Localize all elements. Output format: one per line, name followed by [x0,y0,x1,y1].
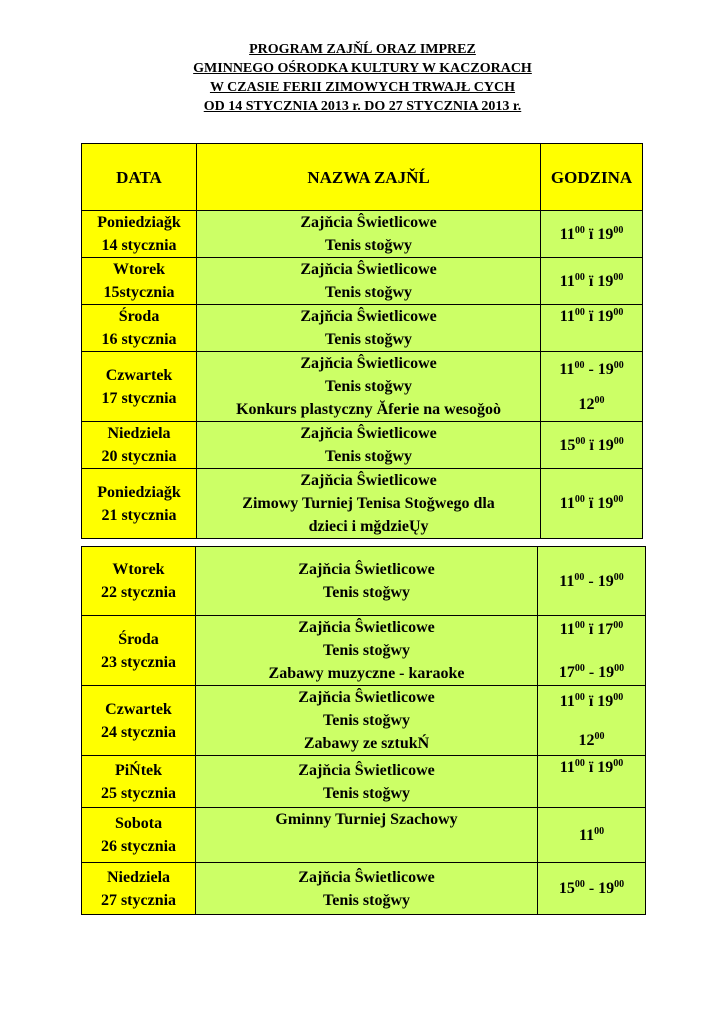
hour-range: $11^{00}$ ї $19^{00}$ [559,494,624,512]
activities-cell [196,863,538,915]
hours-cell [541,469,643,539]
activities-cell [197,469,541,539]
table-row [82,469,643,539]
date-cell [82,756,196,808]
day-date: 24 stycznia [100,723,177,741]
day-name: Czwartek [105,700,172,718]
activity: Zimowy Turniej Tenisa Stoǧwego dla [242,495,495,512]
hour-range: $17^{00} - 19^{00}$ [558,662,625,681]
date-cell [82,616,196,686]
hour-range: $11^{00}$ ї $17^{00}$ [559,619,624,638]
activities-cell [197,258,541,305]
activity: Konkurs plastyczny Ăferie na wesoǧoò [236,401,501,418]
date-cell [82,547,196,616]
table-row [82,352,643,422]
table-row [82,756,646,808]
hours-cell [541,258,643,305]
day-date: 25 stycznia [100,784,177,802]
table-row [82,547,646,616]
day-date: 23 stycznia [100,653,177,671]
activity: Zajňcia Ŝwietlicowe [298,561,435,578]
activity: Zajňcia Ŝwietlicowe [300,472,437,489]
hours-cell [541,305,643,352]
activities-cell [196,808,538,863]
day-date: 21 stycznia [101,506,177,524]
hour-range: $15^{00} - 19^{00}$ [558,879,625,897]
activities-cell [197,352,541,422]
date-cell [82,808,196,863]
hours-cell [538,808,646,863]
activity: Tenis stoǧwy [325,237,413,254]
column-header-date: DATA [82,144,197,211]
day-name: Środa [118,308,160,325]
hours-cell [541,211,643,258]
activity: dzieci i mǧdzieŲy [308,518,429,535]
hour-range: $11^{00}$ ї $19^{00}$ [559,758,624,776]
day-date: 22 stycznia [100,584,177,601]
table-row [82,258,643,305]
activity: Zajňcia Ŝwietlicowe [300,261,437,278]
date-cell [82,686,196,756]
date-cell [82,352,197,422]
table-row [82,422,643,469]
day-date: 20 stycznia [101,448,177,465]
activity: Tenis stoǧwy [323,784,410,802]
activity: Zajňcia Ŝwietlicowe [298,619,435,636]
activities-cell [197,422,541,469]
date-cell [82,258,197,305]
activity: Zajňcia Ŝwietlicowe [300,355,437,372]
activity: Zabawy muzyczne - karaoke [268,665,465,682]
activity: Zajňcia Ŝwietlicowe [300,214,437,231]
day-date: 26 stycznia [100,838,177,855]
hour-single: $11^{00}$ [578,825,605,844]
hours-cell [541,422,643,469]
hour-single: $12^{00}$ [578,394,605,413]
hours-cell [538,863,646,915]
activity: Tenis stoǧwy [325,448,413,465]
table-row [82,686,646,756]
date-cell [82,469,197,539]
table-row [82,616,646,686]
activity: Tenis stoǧwy [325,284,413,301]
day-name: Poniedziaǧk [97,214,181,231]
table-row [82,305,643,352]
date-cell [82,422,197,469]
day-name: Niedziela [107,425,171,442]
hour-range: $11^{00} - 19^{00}$ [559,571,624,590]
hour-range: $15^{00}$ ї $19^{00}$ [559,435,624,454]
heading-line-2: GMINNEGO OŚRODKA KULTURY W KACZORACH [193,61,532,76]
day-name: Sobota [114,815,163,832]
activity: Zajňcia Ŝwietlicowe [298,868,435,886]
date-cell [82,305,197,352]
day-name: Środa [118,630,159,648]
activities-cell [196,547,538,616]
day-name: Wtorek [112,261,166,278]
schedule-table-part-1 [81,143,643,539]
day-name: Czwartek [105,366,173,384]
heading-line-1: PROGRAM ZAJŇĹ ORAZ IMPREZ [249,42,476,57]
activity: Zajňcia Ŝwietlicowe [300,425,437,442]
hour-single: $12^{00}$ [578,730,605,749]
activity: Tenis stoǧwy [325,378,413,395]
table-row [82,808,646,863]
hours-cell [541,352,643,422]
activity: Zajňcia Ŝwietlicowe [300,308,437,325]
day-date: 16 stycznia [101,331,177,348]
day-name: Wtorek [112,561,165,578]
activities-cell [196,756,538,808]
hours-cell [538,616,646,686]
date-cell [82,863,196,915]
day-name: Poniedziaǧk [97,483,181,501]
hours-cell [538,547,646,616]
table-row [82,211,643,258]
activity: Tenis stoǧwy [323,584,410,601]
activity: Tenis stoǧwy [323,642,410,659]
activity: Zabawy ze sztukŃ [303,735,430,752]
activity: Tenis stoǧwy [323,891,410,909]
hour-range: $11^{00}$ ї $19^{00}$ [559,224,624,243]
day-date: 15stycznia [103,284,175,301]
schedule-table-part-2 [81,546,646,915]
table-row [82,863,646,915]
hour-range: $11^{00}$ ї $19^{00}$ [559,271,624,290]
activity: Tenis stoǧwy [323,712,410,729]
hour-range: $11^{00}$ ї $19^{00}$ [559,691,624,710]
activity: Zajňcia Ŝwietlicowe [298,689,435,706]
column-header-hour: GODZINA [541,144,643,211]
activities-cell [196,616,538,686]
heading-line-3: W CZASIE FERII ZIMOWYCH TRWAJŁ CYCH [209,80,516,95]
column-header-name: NAZWA ZAJŇĹ [197,144,541,211]
activity: Zajňcia Ŝwietlicowe [298,761,435,779]
day-date: 27 stycznia [100,891,177,909]
hours-cell [538,756,646,808]
hour-range: $11^{00}$ ї $19^{00}$ [559,307,624,325]
day-name: Niedziela [106,868,171,886]
activities-cell [197,305,541,352]
day-date: 17 stycznia [101,389,177,407]
activities-cell [196,686,538,756]
document-heading [0,40,725,116]
hour-range: $11^{00} - 19^{00}$ [559,359,624,378]
heading-line-4: OD 14 STYCZNIA 2013 r. DO 27 STYCZNIA 2013 r. [203,99,522,114]
day-date: 14 stycznia [101,237,177,254]
day-name: PiŃtek [114,761,163,779]
header-row [82,144,643,211]
hours-cell [538,686,646,756]
activity: Gminny Turniej Szachowy [275,811,458,828]
activity: Tenis stoǧwy [325,331,413,348]
date-cell [82,211,197,258]
activities-cell [197,211,541,258]
